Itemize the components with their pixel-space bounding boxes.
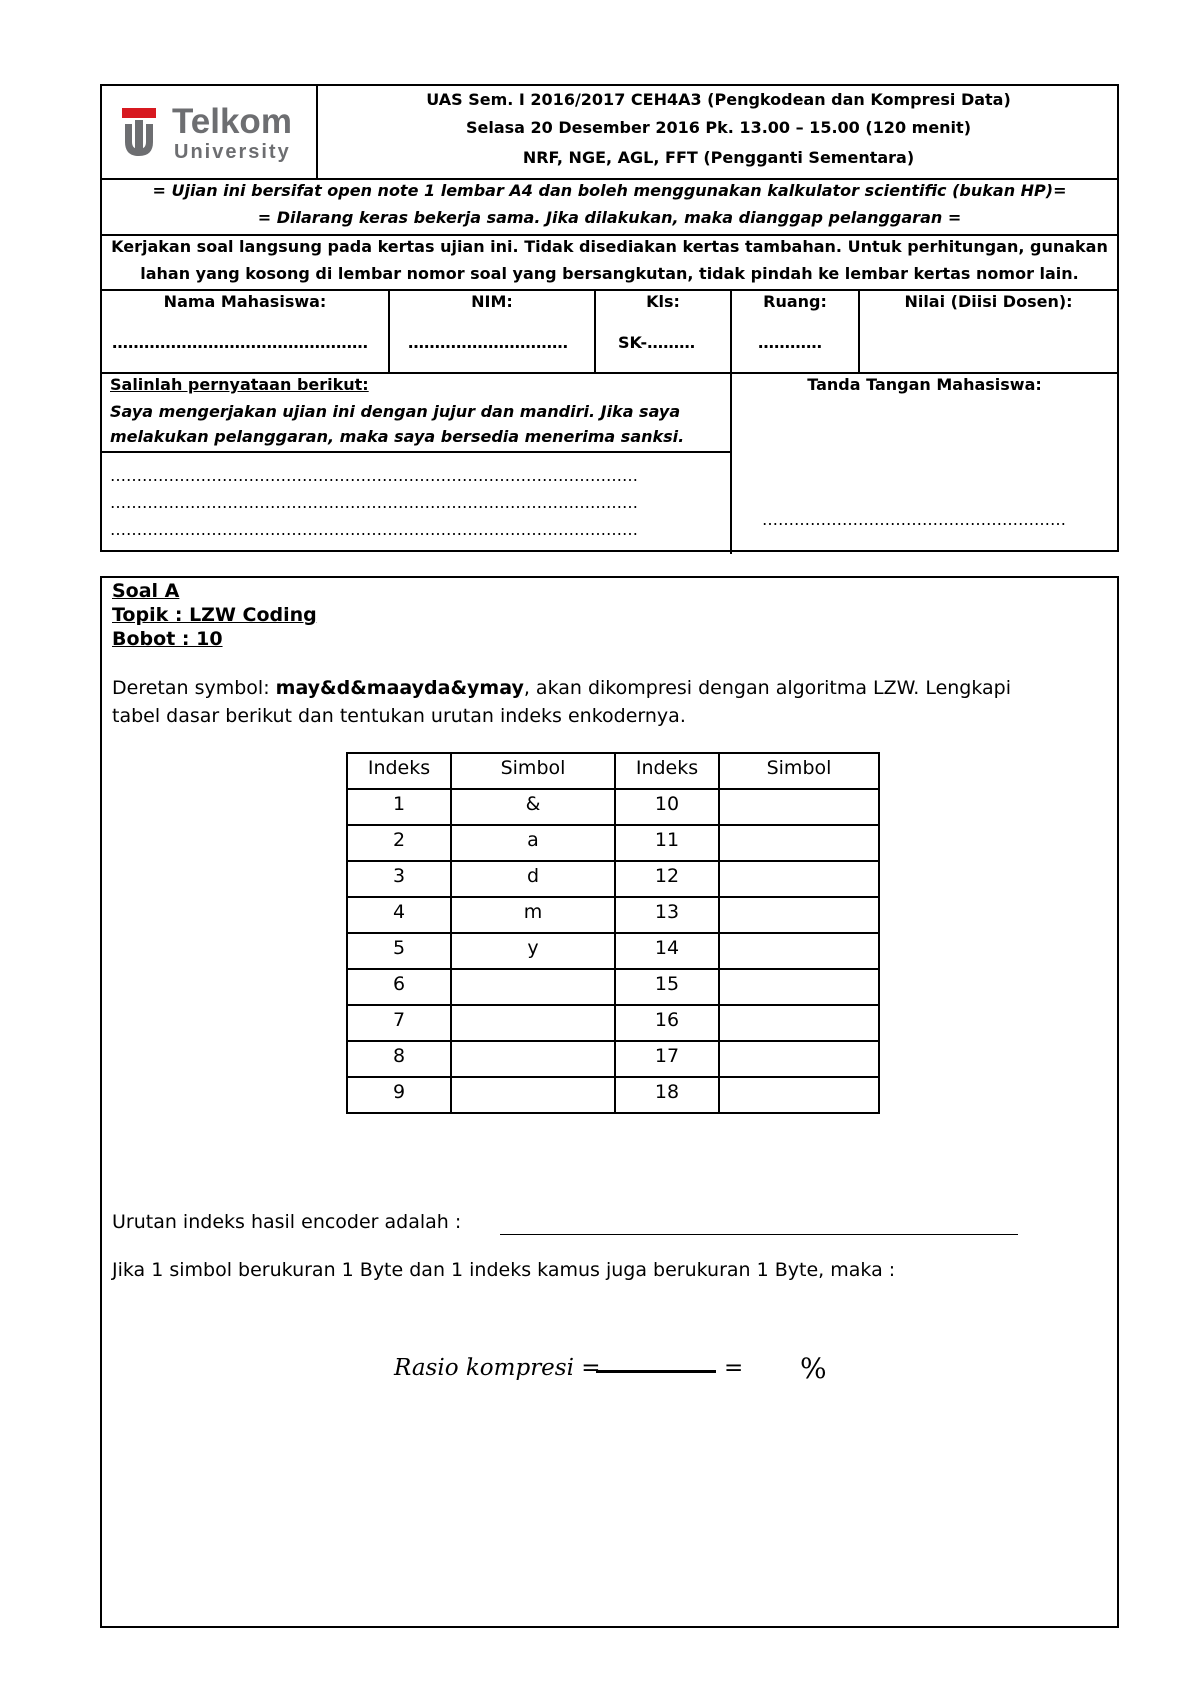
index-cell: 7 [347,1005,451,1041]
encoder-label: Urutan indeks hasil encoder adalah : [112,1211,462,1233]
question-description [112,677,1011,699]
ruang-label: Ruang: [763,292,827,311]
table-row [347,861,879,897]
index-cell: 15 [615,969,719,1005]
index-cell: 13 [615,897,719,933]
index-cell: 3 [347,861,451,897]
exam-instruction-1: Kerjakan soal langsung pada kertas ujian ini. Tidak disediakan kertas tambahan. Untuk perhitungan, gunakan [111,237,1108,256]
signature-label: Tanda Tangan Mahasiswa: [807,375,1042,394]
question-weight: Bobot : 10 [112,628,223,650]
symbol-cell[interactable] [719,1077,879,1113]
copy-line-2[interactable]: ……………………………………………………………………………………… [110,493,638,512]
nim-field[interactable]: ………………………… [408,333,568,352]
telkom-emblem-icon [120,104,168,164]
symbol-cell[interactable] [719,897,879,933]
index-cell: 1 [347,789,451,825]
index-cell: 11 [615,825,719,861]
index-cell: 9 [347,1077,451,1113]
statement-line-1: Saya mengerjakan ujian ini dengan jujur dan mandiri. Jika saya [110,402,681,421]
index-cell: 8 [347,1041,451,1077]
kls-field[interactable]: SK-……… [618,333,696,352]
index-cell: 18 [615,1077,719,1113]
ratio-fraction-bar[interactable] [596,1370,716,1373]
symbol-cell[interactable] [719,969,879,1005]
table-row [347,825,879,861]
copy-line-3[interactable]: ……………………………………………………………………………………… [110,520,638,539]
table-row [347,897,879,933]
col-header: Simbol [719,753,879,789]
exam-schedule: Selasa 20 Desember 2016 Pk. 13.00 – 15.00 (120 menit) [465,118,971,137]
desc-prefix: Deretan symbol: [112,677,276,699]
signature-line[interactable]: ………………………………………………… [762,510,1066,529]
question-topic: Topik : LZW Coding [112,604,317,626]
symbol-cell[interactable]: d [451,861,615,897]
exam-rule-open-note: = Ujian ini bersifat open note 1 lembar A4 dan boleh menggunakan kalkulator scientific (bukan HP)= [152,181,1067,200]
nama-field[interactable]: ………………………………………… [112,333,368,352]
symbol-cell[interactable] [719,1041,879,1077]
symbol-cell[interactable]: y [451,933,615,969]
lzw-dictionary-table [346,752,880,1114]
symbol-cell[interactable] [451,1041,615,1077]
col-header: Indeks [347,753,451,789]
index-cell: 4 [347,897,451,933]
byte-sentence: Jika 1 simbol berukuran 1 Byte dan 1 indeks kamus juga berukuran 1 Byte, maka : [112,1259,896,1281]
encoder-answer-line[interactable] [500,1234,1018,1235]
symbol-cell[interactable] [719,1005,879,1041]
nama-label: Nama Mahasiswa: [163,292,327,311]
copy-line-1[interactable]: ……………………………………………………………………………………… [110,466,638,485]
index-cell: 16 [615,1005,719,1041]
exam-rule-no-cheating: = Dilarang keras bekerja sama. Jika dilakukan, maka dianggap pelanggaran = [257,208,962,227]
table-row [347,789,879,825]
col-header: Simbol [451,753,615,789]
ratio-percent: % [800,1352,827,1385]
index-cell: 5 [347,933,451,969]
exam-instruction-2: lahan yang kosong di lembar nomor soal yang bersangkutan, tidak pindah ke lembar kertas nomor lain. [140,264,1079,283]
logo-brand: Telkom [172,102,292,141]
statement-line-2: melakukan pelanggaran, maka saya bersedia menerima sanksi. [110,427,685,446]
index-cell: 2 [347,825,451,861]
symbol-cell[interactable] [451,1005,615,1041]
logo-sub: University [174,141,291,163]
ruang-field[interactable]: ………… [758,333,822,352]
table-row [347,1041,879,1077]
table-row [347,1077,879,1113]
table-row [347,1005,879,1041]
table-row [347,969,879,1005]
statement-heading: Salinlah pernyataan berikut: [110,375,369,394]
index-cell: 10 [615,789,719,825]
index-cell: 14 [615,933,719,969]
ratio-equals: = [724,1355,744,1381]
kls-label: Kls: [646,292,680,311]
question-a [100,576,1119,1628]
exam-lecturers: NRF, NGE, AGL, FFT (Pengganti Sementara) [522,148,915,167]
question-title: Soal A [112,580,180,602]
desc-symbols: may&d&maayda&ymay [275,677,524,699]
symbol-cell[interactable] [719,933,879,969]
exam-title: UAS Sem. I 2016/2017 CEH4A3 (Pengkodean dan Kompresi Data) [426,90,1011,109]
exam-header [100,84,1119,552]
symbol-cell[interactable]: m [451,897,615,933]
symbol-cell[interactable] [451,1077,615,1113]
index-cell: 6 [347,969,451,1005]
index-cell: 17 [615,1041,719,1077]
index-cell: 12 [615,861,719,897]
symbol-cell[interactable] [719,861,879,897]
symbol-cell[interactable] [451,969,615,1005]
symbol-cell[interactable] [719,825,879,861]
telkom-university-logo [120,104,298,164]
symbol-cell[interactable]: a [451,825,615,861]
nim-label: NIM: [471,292,513,311]
ratio-label: Rasio kompresi = [394,1355,601,1381]
table-row [347,933,879,969]
table-header-row [347,753,879,789]
desc-suffix: , akan dikompresi dengan algoritma LZW. Lengkapi [523,677,1012,699]
nilai-label: Nilai (Diisi Dosen): [904,292,1073,311]
symbol-cell[interactable]: & [451,789,615,825]
question-description-2: tabel dasar berikut dan tentukan urutan indeks enkodernya. [112,705,686,727]
symbol-cell[interactable] [719,789,879,825]
col-header: Indeks [615,753,719,789]
